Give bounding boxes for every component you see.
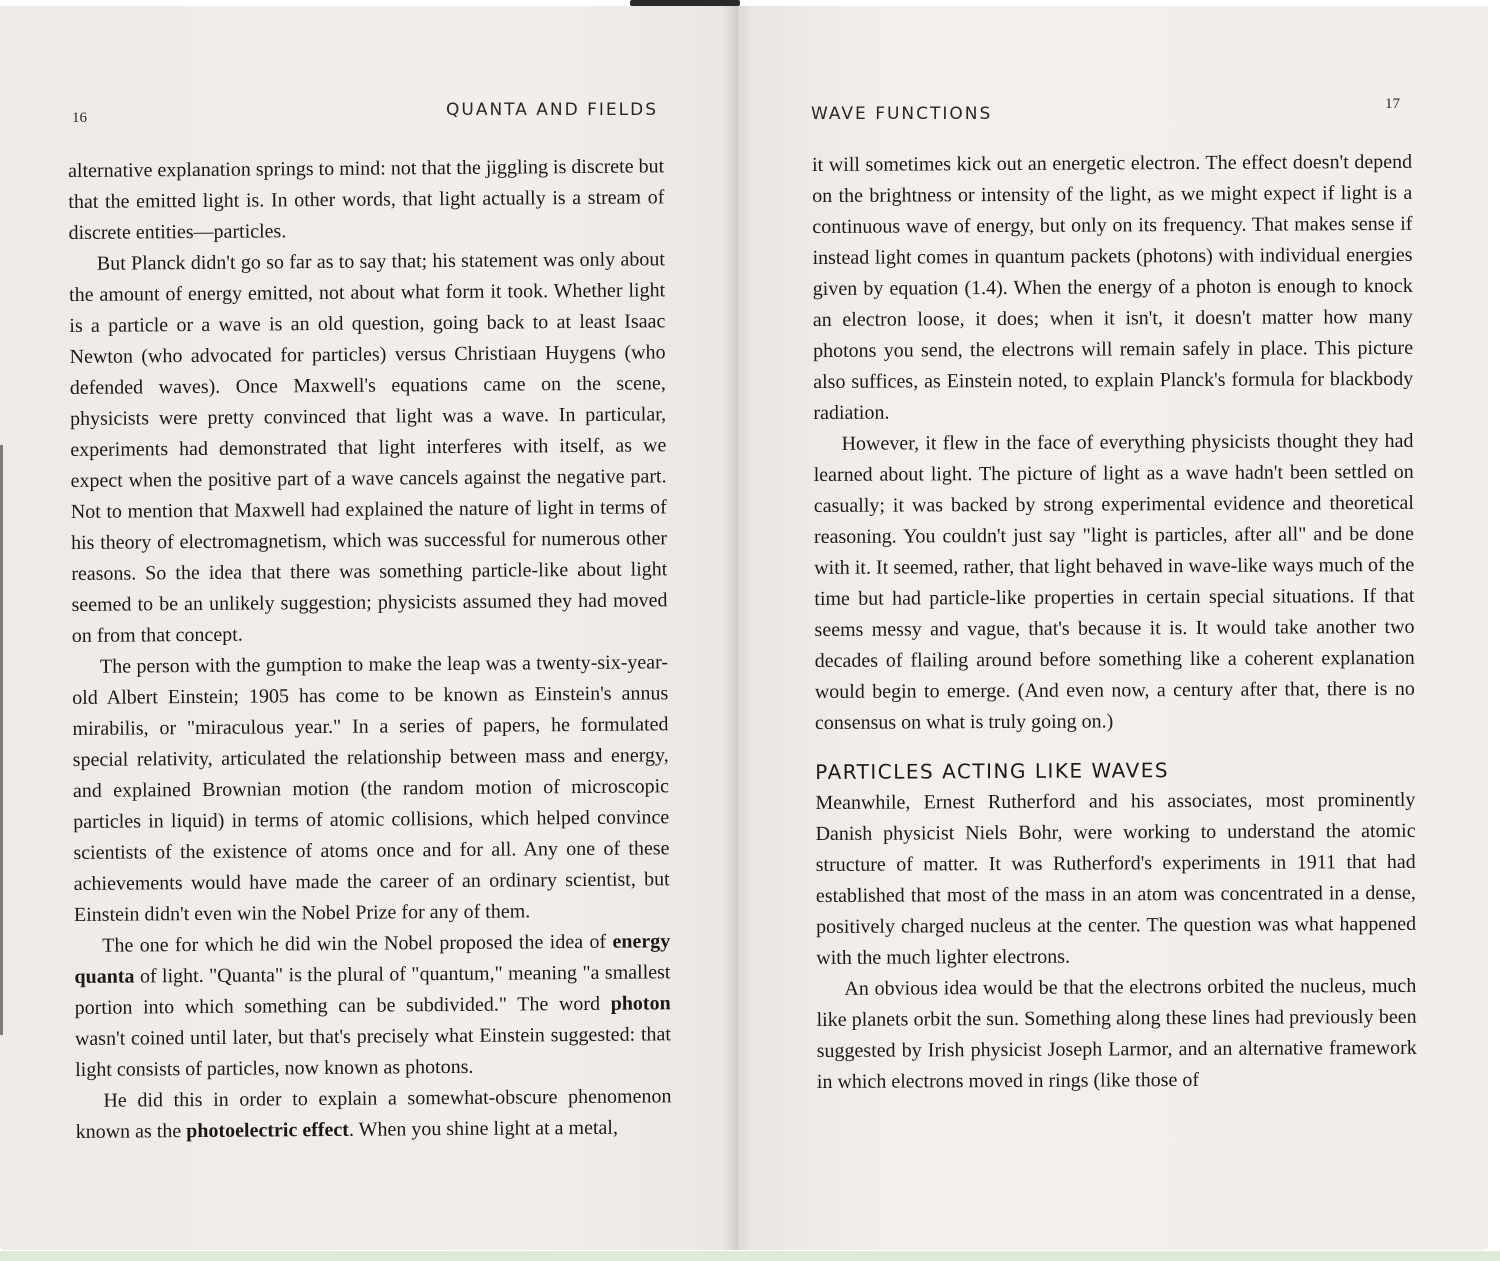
right-page-text-after-heading: [815, 785, 1417, 1098]
text-run: alternative explanation springs to mind: not that the jiggling is discrete but that the emitted light is. In other words, that light actually is a stream of discrete entities—particles.: [68, 155, 665, 244]
bold-term: photoelectric effect: [186, 1118, 349, 1143]
text-run: of light. "Quanta" is the plural of "quantum," meaning "a smallest portion into which something can be subdivided." The word: [74, 961, 671, 1019]
paragraph: [74, 926, 671, 1086]
right-page-number: 17: [1385, 96, 1400, 112]
right-page-text-before-heading: [812, 147, 1415, 739]
left-page-body-text: [68, 151, 672, 1148]
section-heading: PARTICLES ACTING LIKE WAVES: [815, 758, 1170, 784]
paragraph: [69, 244, 668, 652]
right-page-body-text: [812, 147, 1417, 1098]
paragraph: [68, 151, 665, 249]
text-run: Meanwhile, Ernest Rutherford and his associates, most prominently Danish physicist Niels Bohr, were working to understand the atomic structure of matter. It was Rutherford's experiments in 1911 that had established that most of the mass in an atom was concentrated in a dense, positively charged nucleus at the center. The question was what happened with the much lighter electrons.: [815, 788, 1417, 969]
text-run: it will sometimes kick out an energetic electron. The effect doesn't depend on the brightness or intensity of the light, as we might expect if light is a continuous wave of energy, but only on its frequency. That makes sense if instead light comes in quantum packets (photons) with individual energies given by equation (1.4). When the energy of a photon is enough to knock an electron loose, it does; when it isn't, it doesn't matter how many photons you send, the electrons will remain safely in place. This picture also suffices, as Einstein noted, to explain Planck's formula for blackbody radiation.: [812, 150, 1414, 424]
text-run: He did this in order to explain a somewhat-obscure phenomenon known as the: [75, 1085, 672, 1143]
bold-term: photon: [610, 992, 671, 1015]
text-run: The person with the gumption to make the leap was a twenty-six-year-old Albert Einstein; 1905 has come to be known as Einstein's annus mirabilis, or "miraculous year." In a series of papers, he formulated special relativity, articulated the relationship between mass and energy, and explained Brownian motion (the random motion of microscopic particles in liquid) in terms of atomic collisions, which helped convince scientists of the existence of atoms once and for all. Any one of these achievements would have made the career of an ordinary scientist, but Einstein didn't even win the Nobel Prize for any of them.: [72, 651, 670, 926]
page-edge-marker: [0, 445, 3, 1035]
text-run: However, it flew in the face of everything physicists thought they had learned about light. The picture of light as a wave hadn't been settled on casually; it was backed by strong experimental evidence and theoretical reasoning. You couldn't just say "light is particles, after all" and be done with it. It seemed, rather, that light behaved in wave-like ways much of the time but had particle-like properties in certain special situations. If that seems messy and vague, that's because it is. It would take another two decades of flailing around before something like a coherent explanation would begin to emerge. (And even now, a century after that, there is no consensus on what is truly going on.): [813, 429, 1415, 734]
paragraph: [816, 971, 1417, 1098]
text-run: wasn't coined until later, but that's precisely what Einstein suggested: that light consists of particles, now known as photons.: [74, 1023, 672, 1081]
bottom-background-strip: [0, 1251, 1500, 1261]
left-page-number: 16: [72, 110, 87, 126]
bold-term: energy quanta: [74, 930, 671, 988]
paragraph: [813, 426, 1415, 739]
text-run: An obvious idea would be that the electrons orbited the nucleus, much like planets orbit the sun. Something along these lines had previously been suggested by Irish physicist Joseph Larmor, and an alternative framework in which electrons moved in rings (like those of: [816, 974, 1417, 1093]
right-running-head: WAVE FUNCTIONS: [811, 104, 993, 124]
paragraph: [815, 785, 1416, 974]
paragraph: [75, 1081, 671, 1148]
text-run: The one for which he did win the Nobel proposed the idea of: [102, 930, 613, 957]
paragraph: [72, 647, 670, 931]
text-run: . When you shine light at a metal,: [348, 1116, 618, 1141]
text-run: But Planck didn't go so far as to say that; his statement was only about the amount of energy emitted, not about what form it took. Whether light is a particle or a wave is an old question, going back to at least Isaac Newton (who advocated for particles) versus Christiaan Huygens (who defended waves). Once Maxwell's equations came on the scene, physicists were pretty convinced that light was a wave. In particular, experiments had demonstrated that light interferes with itself, as we expect when the positive part of a wave cancels against the negative part. Not to mention that Maxwell had explained the nature of light in terms of his theory of electromagnetism, which was successful for numerous other reasons. So the idea that there was something particle-like about light seemed to be an unlikely suggestion; physicists assumed they had moved on from that concept.: [69, 248, 668, 647]
paragraph: [812, 147, 1413, 429]
left-running-head: QUANTA AND FIELDS: [446, 100, 658, 120]
